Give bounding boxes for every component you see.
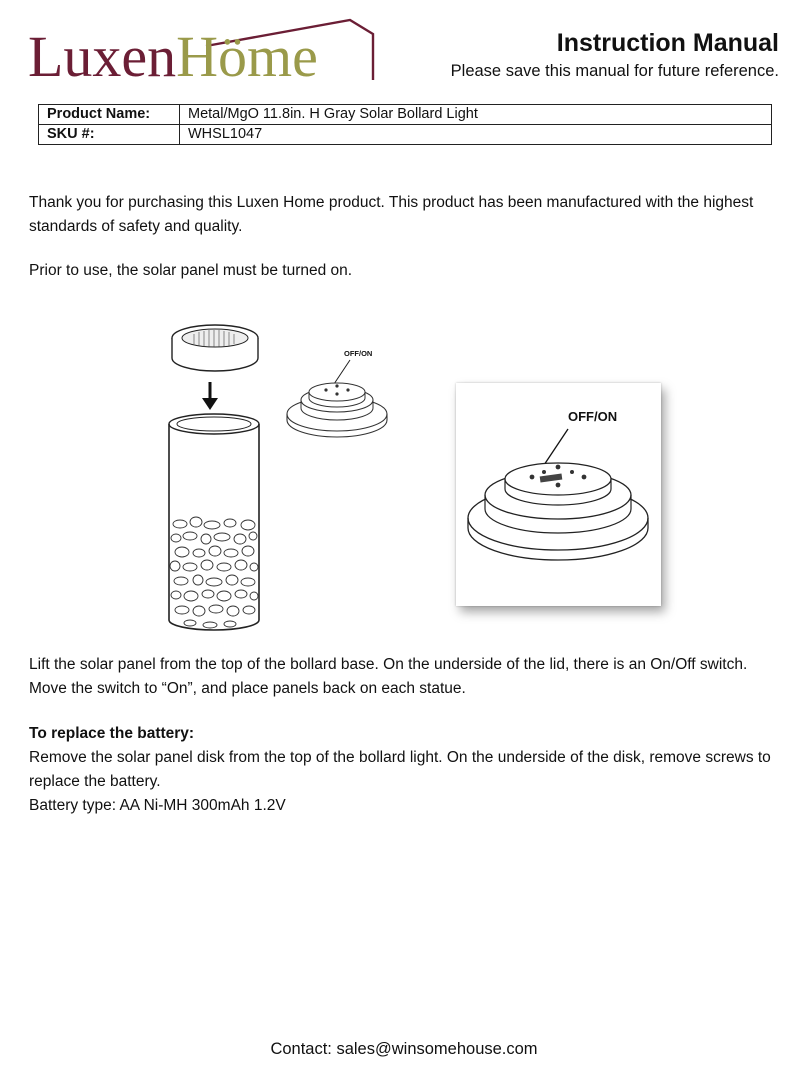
page-title: Instruction Manual [556, 29, 779, 57]
bollard-diagram [160, 320, 270, 640]
product-info-table [38, 104, 772, 145]
product-name-label: Product Name: [39, 105, 180, 125]
sku-value: WHSL1047 [180, 125, 772, 145]
header-block [451, 28, 779, 82]
battery-heading: To replace the battery: [29, 725, 195, 742]
lift-instructions: Lift the solar panel from the top of the bollard base. On the underside of the lid, there is an On/Off switch. Move the switch to “On”, and place panels back on each statue. [29, 656, 748, 697]
solar-disk-small-diagram [282, 356, 392, 441]
intro-paragraph: Thank you for purchasing this Luxen Home product. This product has been manufactured with the highest standards of safety and quality. [29, 194, 754, 235]
product-name-value: Metal/MgO 11.8in. H Gray Solar Bollard Light [180, 105, 772, 125]
solar-disk-photo [456, 383, 661, 606]
small-switch-label: OFF/ON [344, 349, 373, 358]
prior-use-paragraph: Prior to use, the solar panel must be turned on. [29, 262, 353, 279]
sku-label: SKU #: [39, 125, 180, 145]
contact-email: Contact: sales@winsomehouse.com [270, 1040, 538, 1058]
brand-name-part2: Höme [176, 24, 318, 89]
table-row [39, 105, 772, 125]
brand-name-part1: Luxen [28, 24, 177, 89]
battery-instructions: Remove the solar panel disk from the top of the bollard light. On the underside of the disk, remove screws to replace the battery. [29, 749, 771, 790]
page-subtitle: Please save this manual for future reference. [450, 62, 779, 80]
brand-logo [28, 16, 318, 89]
table-row [39, 125, 772, 145]
large-switch-label: OFF/ON [568, 409, 618, 424]
arrow-down-icon [202, 382, 218, 410]
solar-disk-large-diagram [456, 383, 661, 606]
battery-type: Battery type: AA Ni-MH 300mAh 1.2V [29, 797, 286, 814]
